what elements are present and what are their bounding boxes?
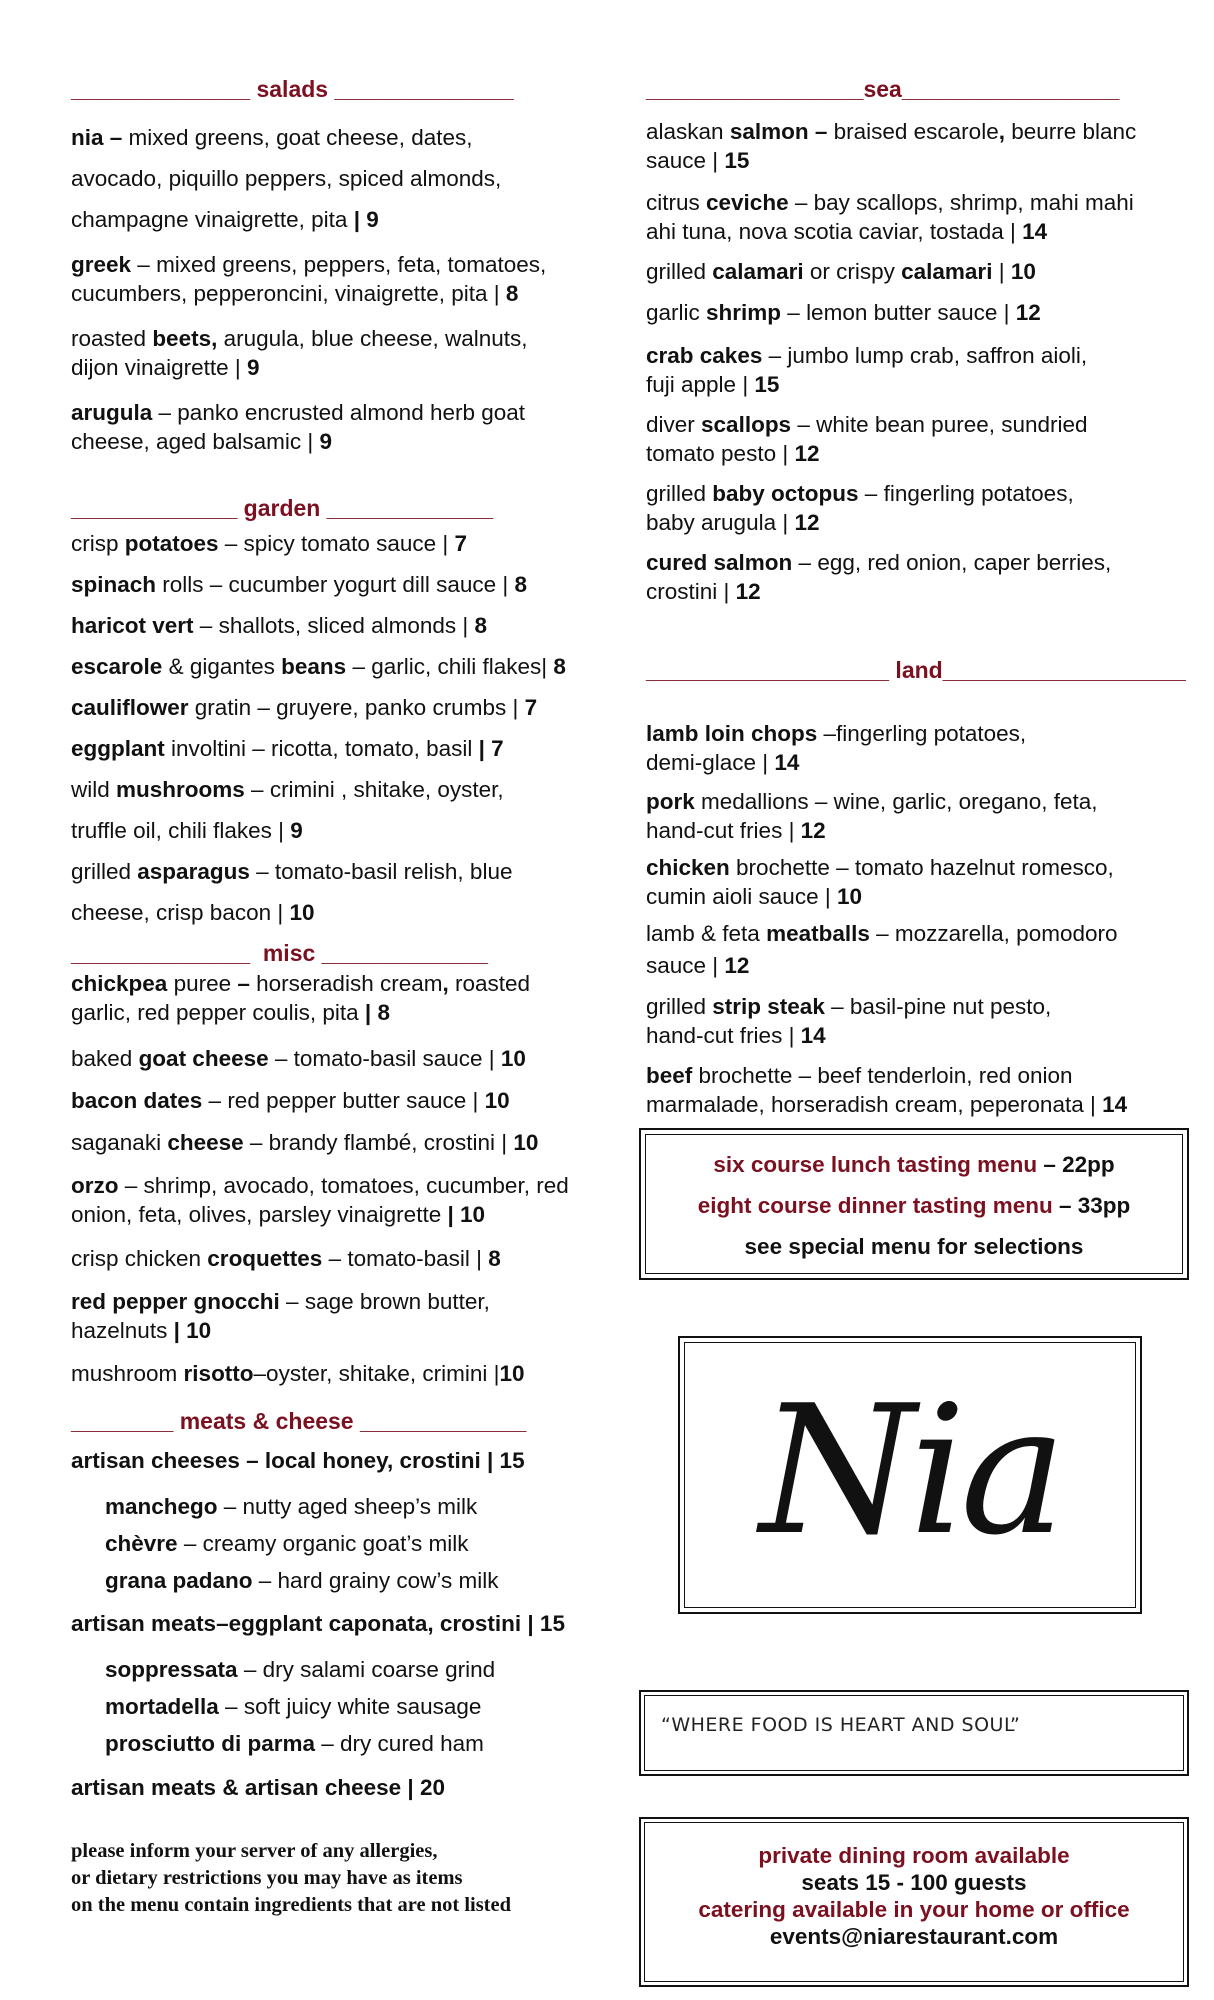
bold-text: 8 (474, 613, 488, 638)
menu-line (646, 410, 1186, 439)
text: gratin – gruyere, panko crumbs | (188, 695, 525, 720)
bold-text: asparagus (137, 859, 250, 884)
bold-text: artisan meats–eggplant caponata, crostini | 15 (71, 1611, 565, 1636)
bold-text: 12 (1015, 300, 1041, 325)
bold-text: 14 (774, 750, 800, 775)
bold-text: 12 (794, 441, 820, 466)
menu-line (71, 1316, 611, 1345)
text: crostini | (646, 579, 736, 604)
bold-text: 9 (290, 818, 303, 843)
allergy-note-line: on the menu contain ingredients that are not listed (71, 1894, 512, 1916)
bold-text: 12 (794, 510, 820, 535)
text: –fingerling potatoes, (817, 721, 1027, 746)
text: – shrimp, avocado, tomatoes, cucumber, red (118, 1173, 569, 1198)
misc-item-saganaki (71, 1127, 611, 1158)
menu-line (646, 439, 1186, 468)
bold-text: artisan meats & artisan cheese | 20 (71, 1775, 445, 1800)
misc-item-goat-cheese (71, 1043, 611, 1074)
text: champagne vinaigrette, pita (71, 207, 354, 232)
text: – tomato-basil relish, blue (249, 859, 513, 884)
salad-item-beets (71, 324, 611, 382)
list-item (71, 1688, 611, 1725)
text: – garlic, chili flakes| (346, 654, 554, 679)
text: – jumbo lump crab, saffron aioli, (762, 343, 1088, 368)
menu-line (71, 687, 611, 728)
bold-text: haricot vert (71, 613, 194, 638)
bold-text: | 7 (478, 736, 504, 761)
menu-line (646, 1061, 1186, 1090)
land-item-pork (646, 787, 1186, 845)
text: cheese, crisp bacon | (71, 900, 290, 925)
menu-line (71, 523, 611, 564)
text: – soft juicy white sausage (218, 1694, 482, 1719)
bold-text: 14 (1102, 1092, 1128, 1117)
list-item (71, 1562, 611, 1599)
allergy-note-line: please inform your server of any allergies, (71, 1840, 438, 1862)
text: demi-glace | (646, 750, 775, 775)
text: crisp chicken (71, 1246, 208, 1271)
menu-line (646, 1021, 1186, 1050)
text: involtini – ricotta, tomato, basil (164, 736, 479, 761)
text: – tomato-basil sauce | (268, 1046, 501, 1071)
menu-line (646, 918, 1186, 950)
menu-line (646, 117, 1186, 146)
text: grilled (646, 259, 713, 284)
menu-line (646, 508, 1186, 537)
sea-item-shrimp (646, 297, 1186, 328)
menu-line (71, 810, 611, 851)
menu-line (71, 1287, 611, 1316)
text: – brandy flambé, crostini | (243, 1130, 514, 1155)
bold-text: chickpea (71, 971, 168, 996)
menu-line (646, 548, 1186, 577)
section-header-misc: ______________ misc _____________ (71, 940, 488, 966)
menu-line (71, 250, 611, 279)
menu-line (646, 882, 1186, 911)
text: avocado, piquillo peppers, spiced almonds, (71, 166, 502, 191)
menu-line (646, 217, 1186, 246)
text: – dry salami coarse grind (237, 1657, 496, 1682)
bold-text: 12 (800, 818, 826, 843)
bold-text: 10 (500, 1046, 526, 1071)
bold-text: red pepper gnocchi (71, 1289, 280, 1314)
text: ahi tuna, nova scotia caviar, tostada | (646, 219, 1023, 244)
text: rolls – cucumber yogurt dill sauce | (156, 572, 515, 597)
bold-text: strip steak (712, 994, 825, 1019)
land-item-lamb-chops (646, 719, 1186, 777)
misc-item-croquettes (71, 1243, 611, 1274)
text: tomato pesto | (646, 441, 795, 466)
list-item (71, 1488, 611, 1525)
meat-list (71, 1651, 611, 1762)
menu-line (71, 279, 611, 308)
cheese-list (71, 1488, 611, 1599)
menu-line (71, 199, 611, 240)
sea-item-calamari (646, 256, 1186, 287)
bold-text: bacon dates (71, 1088, 203, 1113)
text: – crimini , shitake, oyster, (244, 777, 504, 802)
quote-box (639, 1690, 1189, 1776)
text: onion, feta, olives, parsley vinaigrette (71, 1202, 448, 1227)
salad-item-nia (71, 117, 611, 240)
misc-item-orzo (71, 1171, 611, 1229)
text: dijon vinaigrette | (71, 355, 247, 380)
bold-text: lamb loin chops (646, 721, 818, 746)
menu-line (71, 892, 611, 933)
text: baked (71, 1046, 139, 1071)
bold-text: 14 (1022, 219, 1048, 244)
bold-text: 8 (505, 281, 519, 306)
bold-text: ceviche (706, 190, 789, 215)
text: truffle oil, chili flakes | (71, 818, 291, 843)
text: grilled (71, 859, 138, 884)
bold-text: mortadella (105, 1694, 219, 1719)
text: – nutty aged sheep’s milk (217, 1494, 478, 1519)
bold-text: 8 (553, 654, 566, 679)
catering-line: catering available in your home or office (698, 1897, 1130, 1922)
bold-text: goat cheese (138, 1046, 269, 1071)
menu-line (646, 816, 1186, 845)
bold-text: beef (646, 1063, 693, 1088)
bold-text: 15 (724, 148, 750, 173)
menu-line (71, 728, 611, 769)
menu-line (646, 188, 1186, 217)
text: medallions – wine, garlic, oregano, feta, (694, 789, 1098, 814)
bold-text: 10 (513, 1130, 539, 1155)
events-email: events@niarestaurant.com (769, 1924, 1059, 1949)
text: saganaki (71, 1130, 168, 1155)
bold-text: pork (646, 789, 695, 814)
menu-line (646, 479, 1186, 508)
text: | (992, 259, 1011, 284)
bold-text: grana padano (105, 1568, 253, 1593)
text: – sage brown butter, (279, 1289, 490, 1314)
text: roasted (448, 971, 531, 996)
section-header-meats-cheese: ________ meats & cheese _____________ (71, 1408, 527, 1434)
bold-text: 10 (289, 900, 315, 925)
section-header-garden: _____________ garden _____________ (71, 495, 494, 521)
bold-text: cauliflower (71, 695, 189, 720)
bold-text: artisan cheeses – local honey, crostini | 15 (71, 1448, 525, 1473)
text: garlic, red pepper coulis, pita (71, 1000, 365, 1025)
text: – panko encrusted almond herb goat (152, 400, 526, 425)
text: cumin aioli sauce | (646, 884, 837, 909)
text: sauce | (646, 953, 725, 978)
text: hand-cut fries | (646, 818, 801, 843)
menu-line (71, 769, 611, 810)
menu-line (646, 1090, 1186, 1119)
bold-text: meatballs (766, 921, 870, 946)
private-dining-line: private dining room available (758, 1843, 1070, 1868)
garden-list (71, 523, 611, 933)
bold-text: 7 (454, 531, 468, 556)
bold-text: manchego (105, 1494, 218, 1519)
bold-text: spinach (71, 572, 157, 597)
text: alaskan (646, 119, 730, 144)
tasting-note: see special menu for selections (744, 1234, 1084, 1259)
bold-text: baby octopus (712, 481, 859, 506)
tagline: “WHERE FOOD IS HEART AND SOUL” (661, 1714, 1021, 1736)
text: marmalade, horseradish cream, peperonata | (646, 1092, 1103, 1117)
misc-item-gnocchi (71, 1287, 611, 1345)
section-header-sea: _________________sea_________________ (646, 76, 1120, 102)
bold-text: 10 (499, 1361, 525, 1386)
nia-logo: Nia (759, 1367, 1061, 1574)
bold-text: | 8 (364, 1000, 390, 1025)
artisan-meats-title (71, 1608, 611, 1639)
bold-text: cured salmon (646, 550, 793, 575)
menu-line (71, 564, 611, 605)
text: cheese, aged balsamic | (71, 429, 320, 454)
bold-text: 8 (488, 1246, 501, 1271)
bold-text: beans (281, 654, 347, 679)
text: mixed greens, goat cheese, dates, (128, 125, 473, 150)
text: – egg, red onion, caper berries, (792, 550, 1112, 575)
menu-line (71, 1200, 611, 1229)
text: sauce | (646, 148, 725, 173)
bold-text: | 10 (173, 1318, 212, 1343)
sea-item-octopus (646, 479, 1186, 537)
bold-text: greek (71, 252, 132, 277)
sea-item-ceviche (646, 188, 1186, 246)
bold-text: eggplant (71, 736, 165, 761)
bold-text: – (237, 971, 250, 996)
text: diver (646, 412, 702, 437)
bold-text: | 10 (447, 1202, 486, 1227)
tasting-lunch: six course lunch tasting menu – 22pp (713, 1152, 1115, 1177)
bold-text: shrimp (706, 300, 782, 325)
text: – bay scallops, shrimp, mahi mahi (788, 190, 1134, 215)
text: citrus (646, 190, 707, 215)
menu-line (71, 605, 611, 646)
text: horseradish cream (249, 971, 443, 996)
menu-line (71, 324, 611, 353)
text: – mixed greens, peppers, feta, tomatoes, (131, 252, 547, 277)
bold-text: 10 (836, 884, 862, 909)
bold-text: 9 (319, 429, 333, 454)
sea-item-salmon (646, 117, 1186, 175)
text: or crispy (803, 259, 902, 284)
section-header-salads: ______________ salads ______________ (71, 76, 514, 102)
bold-text: calamari (901, 259, 993, 284)
text: puree (167, 971, 238, 996)
menu-line (646, 992, 1186, 1021)
menu-line (646, 577, 1186, 606)
text: – hard grainy cow’s milk (252, 1568, 499, 1593)
bold-text: 12 (735, 579, 761, 604)
bold-text: crab cakes (646, 343, 763, 368)
bold-text: cheese (167, 1130, 244, 1155)
menu-line (71, 427, 611, 456)
text: – dry cured ham (315, 1731, 484, 1756)
sea-item-crab-cakes (646, 341, 1186, 399)
menu-line (646, 146, 1186, 175)
sea-item-scallops (646, 410, 1186, 468)
menu-line (71, 158, 611, 199)
text: arugula, blue cheese, walnuts, (217, 326, 528, 351)
menu-line (646, 370, 1186, 399)
text: – spicy tomato sauce | (218, 531, 455, 556)
bold-text: orzo (71, 1173, 119, 1198)
text: hand-cut fries | (646, 1023, 801, 1048)
text: – creamy organic goat’s milk (177, 1531, 469, 1556)
menu-line (71, 646, 611, 687)
salad-item-greek (71, 250, 611, 308)
text: – mozzarella, pomodoro (869, 921, 1118, 946)
menu-line (71, 969, 611, 998)
bold-text: scallops (701, 412, 792, 437)
text: – basil-pine nut pesto, (824, 994, 1052, 1019)
text: & gigantes (162, 654, 282, 679)
menu-line (646, 719, 1186, 748)
text: grilled (646, 994, 713, 1019)
text: hazelnuts (71, 1318, 174, 1343)
allergy-note-line: or dietary restrictions you may have as items (71, 1867, 463, 1889)
menu-line (71, 998, 611, 1027)
text: lamb & feta (646, 921, 767, 946)
misc-item-risotto (71, 1358, 611, 1389)
menu-line (71, 117, 611, 158)
text: wild (71, 777, 117, 802)
land-item-chicken (646, 853, 1186, 911)
bold-text: 8 (514, 572, 528, 597)
text: – tomato-basil | (322, 1246, 489, 1271)
bold-text: beets, (152, 326, 218, 351)
bold-text: 10 (484, 1088, 510, 1113)
menu-line (71, 398, 611, 427)
bold-text: 12 (724, 953, 750, 978)
bold-text: calamari (712, 259, 804, 284)
land-item-strip-steak (646, 992, 1186, 1050)
allergy-note (71, 1838, 611, 1919)
private-dining-box (639, 1817, 1189, 1987)
seats-line: seats 15 - 100 guests (801, 1870, 1027, 1895)
text: brochette – tomato hazelnut romesco, (729, 855, 1114, 880)
land-item-beef-brochette (646, 1061, 1186, 1119)
list-item (71, 1725, 611, 1762)
text: crisp (71, 531, 125, 556)
text: – red pepper butter sauce | (202, 1088, 485, 1113)
tasting-menu-box (639, 1128, 1189, 1280)
menu-line (71, 353, 611, 382)
bold-text: prosciutto di parma (105, 1731, 316, 1756)
tasting-dinner: eight course dinner tasting menu – 33pp (697, 1193, 1131, 1218)
text: –oyster, shitake, crimini | (253, 1361, 500, 1386)
section-header-land: ___________________ land___________________ (646, 657, 1186, 683)
bold-text: nia – (71, 125, 129, 150)
menu-line (646, 853, 1186, 882)
text: – lemon butter sauce | (781, 300, 1016, 325)
misc-item-chickpea (71, 969, 611, 1027)
text: beurre blanc (1004, 119, 1137, 144)
bold-text: risotto (183, 1361, 254, 1386)
text: brochette – beef tenderloin, red onion (692, 1063, 1073, 1088)
text: fuji apple | (646, 372, 755, 397)
text: grilled (646, 481, 713, 506)
menu-line (646, 950, 1186, 982)
text: – shallots, sliced almonds | (193, 613, 475, 638)
menu-line (646, 748, 1186, 777)
text: roasted (71, 326, 153, 351)
text: garlic (646, 300, 707, 325)
list-item (71, 1525, 611, 1562)
bold-text: salmon – (729, 119, 834, 144)
bold-text: 10 (1010, 259, 1036, 284)
text: cucumbers, pepperoncini, vinaigrette, pita | (71, 281, 506, 306)
bold-text: 15 (754, 372, 780, 397)
land-item-meatballs (646, 918, 1186, 982)
salad-item-arugula (71, 398, 611, 456)
sea-item-cured-salmon (646, 548, 1186, 606)
menu-line (71, 851, 611, 892)
bold-text: chèvre (105, 1531, 178, 1556)
bold-text: chicken (646, 855, 730, 880)
bold-text: 9 (246, 355, 260, 380)
menu-line (71, 1171, 611, 1200)
text: mushroom (71, 1361, 184, 1386)
bold-text: 7 (524, 695, 538, 720)
menu-line (646, 787, 1186, 816)
bold-text: croquettes (207, 1246, 323, 1271)
list-item (71, 1651, 611, 1688)
bold-text: soppressata (105, 1657, 238, 1682)
menu-line (646, 341, 1186, 370)
text: – fingerling potatoes, (858, 481, 1074, 506)
text: – white bean puree, sundried (791, 412, 1088, 437)
logo-box (678, 1336, 1142, 1614)
artisan-combo (71, 1772, 611, 1803)
bold-text: , (442, 971, 449, 996)
misc-item-bacon-dates (71, 1085, 611, 1116)
bold-text: 14 (800, 1023, 826, 1048)
text: baby arugula | (646, 510, 795, 535)
text: braised escarole (833, 119, 999, 144)
bold-text: arugula (71, 400, 153, 425)
bold-text: , (998, 119, 1005, 144)
bold-text: escarole (71, 654, 163, 679)
bold-text: mushrooms (116, 777, 245, 802)
artisan-cheeses-title (71, 1445, 611, 1476)
bold-text: | 9 (353, 207, 379, 232)
bold-text: potatoes (124, 531, 219, 556)
